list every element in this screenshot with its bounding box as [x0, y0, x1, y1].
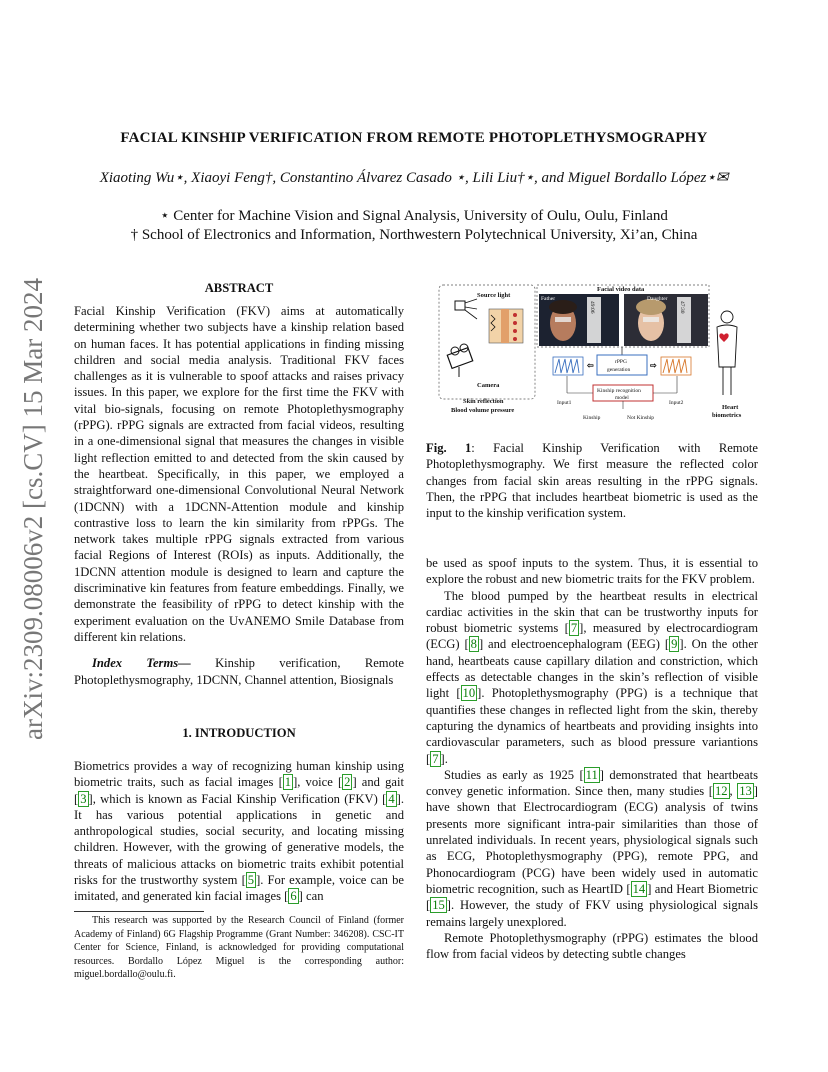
citation-link[interactable]: 9	[671, 637, 678, 652]
label-daughter: Daughter	[647, 296, 668, 302]
body-text: The blood pumped by the heartbeat results in electrical cardiac activities in the skin that can be trustworthy inputs for robust biometric systems	[426, 588, 758, 636]
rate-readout-father: 49:06	[589, 301, 595, 314]
paragraph-studies: Studies as early as 1925 [ 11 ] demonstrated that heartbeats convey genetic information. Since then, many studies [ 12 , 13 ] have shown that Electrocardiogram (ECG) analysis of twins presents more significant intra-pair similarities than those of unrelated individuals. In recent years, physiological signals such as ECG, Photoplethysmography (PPG), remote PPG, and Phonocardiogram (PCG) have been widely used in automatic biometric recognition, such as HeartID [ 14 ] and Heart Biometric [ 15 ]. However, the study of FKV using physiological signals remains largely unexplored.	[426, 767, 758, 929]
body-text: Studies as early as 1925	[444, 767, 580, 782]
citation-link[interactable]: 12	[714, 784, 728, 799]
citation-link[interactable]: 14	[632, 881, 646, 896]
citation-link[interactable]: 7	[570, 621, 578, 636]
body-text: . However, the study of FKV using physiological signals remains largely unexplored.	[426, 898, 758, 929]
label-father: Father	[541, 296, 556, 302]
citation-link[interactable]: 5	[247, 873, 255, 888]
citation-link[interactable]: 1	[284, 775, 292, 790]
body-text: and Heart Biometric	[651, 881, 758, 896]
label-heart: Heart	[722, 404, 739, 411]
citation-link[interactable]: 2	[344, 775, 351, 790]
body-text: .	[444, 751, 448, 766]
label-rppg-gen-2: generation	[607, 367, 631, 373]
footnote-text: This research was supported by the Research Council of Finland (former Academy of Finland) 6G Flagship Programme (Grant Number: 346208). CSC-IT Center for Science, Finland, is acknowledged for providing computational resources. Bordallo López Miguel is the corresponding author: miguel.bordallo@oulu.fi.	[74, 915, 404, 980]
right-column	[426, 555, 758, 962]
body-text: have shown that Electrocardiogram (ECG) analysis of twins presents more significant intra-pair similarities than those of unrelated individuals. In recent years, physiological signals such as ECG, Photoplethysmography (PPG), remote PPG, and Phonocardiogram (PCG) have been widely used in automatic biometric recognition, such as HeartID	[426, 800, 758, 896]
signal-input2	[663, 359, 687, 373]
intro-text: can	[302, 889, 324, 904]
footnote-rule	[74, 911, 204, 912]
figure-caption	[426, 440, 758, 521]
author-list: Xiaoting Wu⋆, Xiaoyi Feng†, Constantino Álvarez Casado ⋆, Lili Liu†⋆, and Miguel Bordallo López⋆✉	[99, 170, 729, 186]
intro-text: , voice	[297, 775, 338, 790]
label-skin-reflection: Skin reflection	[463, 398, 504, 405]
label-kin-model-2: model	[615, 395, 629, 401]
citation-link[interactable]: 4	[388, 791, 395, 806]
citation-link[interactable]: 13	[739, 784, 752, 799]
intro-heading: 1. INTRODUCTION	[182, 726, 296, 740]
label-kin-model-1: Kinship recognition	[597, 388, 641, 394]
rate-readout-daughter: 47:30	[679, 301, 685, 314]
abstract-body: Facial Kinship Verification (FKV) aims at automatically determining whether two subjects have a kinship relation based on human faces. It has potential applications in finding missing children and social media analysis. Traditional FKV faces challenges as it is vulnerable to spoof attacks and raises privacy issues. In this paper, we explore for the first time the FKV with vital bio-signals, focusing on remote Photoplethysmography (rPPG). rPPG signals are extracted from facial videos, resulting in a one-dimensional signal that measures the changes in visible light reflection emitted to and detected from the skin caused by the heartbeat. Specifically, in this paper, we employed a straightforward one-dimensional Convolutional Neural Network (1DCNN) with a 1DCNN-Attention module and kinship contrastive loss to learn the kin similarity from rPPGs. The network takes multiple rPPG signals extracted from various facial Regions of Interest (ROIs) as inputs. Additionally, the 1DCNN attention module is designed to learn and capture the discriminative kin features from feature embeddings. Finally, we demonstrate the feasibility of rPPG to detect kinship with the experiment evaluation on the UvANEMO Smile Database from different kin relations.	[74, 304, 404, 644]
signal-input1	[555, 359, 579, 373]
person-icon	[717, 311, 737, 395]
abstract-heading: ABSTRACT	[204, 281, 274, 295]
body-text: , measured by electrocardiogram (ECG)	[426, 621, 759, 652]
body-text: demonstrated that heartbeats convey genetic information. Since then, many studies	[426, 767, 758, 799]
paragraph-ppg: The blood pumped by the heartbeat results in electrical cardiac activities in the skin that can be trustworthy inputs for robust biometric systems [ 7 ], measured by electrocardiogram (ECG) [ 8 ] and electroencephalogram (EEG) [ 9 ]. On the other hand, heartbeats cause capillary dilation and constriction, which effects as detectable changes in the skin’s reflection of visible light [ 10 ]. Photoplethysmography (PPG) is a technique that quantifies these changes in reflected light from the skin, thereby capturing the dynamics of heartbeats and providing insights into cardiovascular parameters, such as blood pressure variantions [ 7 ].	[426, 588, 759, 766]
paragraph-rppg: Remote Photoplethysmography (rPPG) estimates the blood flow from facial videos by detecting subtle changes	[426, 930, 758, 962]
label-input1: Input1	[557, 400, 572, 406]
intro-text: . It has various potential applications in genetic and anthropological studies, social security, and locating missing children. However, with the growing of generative models, the threats of malicious attacks on biometric traits exhibit potential risks for the trustworthy system	[74, 791, 404, 888]
label-input2: Input2	[669, 400, 684, 406]
intro-text: Biometrics provides a way of recognizing human kinship using biometric traits, such as facial images	[74, 759, 404, 790]
kinship-rppg-diagram	[437, 283, 749, 421]
camera-icon	[447, 344, 472, 377]
citation-link[interactable]: 11	[585, 767, 598, 782]
index-terms-label: Index Terms—	[92, 656, 191, 671]
label-source-light: Source light	[477, 292, 511, 299]
body-text: . Photoplethysmography (PPG) is a technique that quantifies these changes in reflected light from the skin, thereby capturing the dynamics of heartbeats and providing insights into cardiovascular parameters, such as blood pressure variantions	[426, 686, 758, 750]
intro-text: . For example, voice can be imitated, and generated kin facial images	[74, 873, 404, 904]
index-terms	[74, 655, 404, 688]
citation-link[interactable]: 10	[462, 686, 476, 701]
figure-label: Fig. 1	[426, 441, 472, 455]
intro-text: and gait	[356, 775, 404, 790]
footnote	[74, 914, 404, 982]
abstract-text	[74, 303, 404, 688]
index-terms-list: Kinship verification, Remote Photoplethysmography, 1DCNN, Channel attention, Biosignals	[74, 656, 404, 687]
arxiv-stamp: arXiv:2309.08006v2 [cs.CV] 15 Mar 2024	[18, 278, 48, 740]
paper-title: FACIAL KINSHIP VERIFICATION FROM REMOTE PHOTOPLETHYSMOGRAPHY	[120, 130, 708, 146]
continuation-text: be used as spoof inputs to the system. Thus, it is essential to explore the robust and new biometric traits for the FKV problem.	[426, 556, 758, 587]
label-heart-biometrics: biometrics	[712, 412, 742, 419]
affiliation-2: † School of Electronics and Information, Northwestern Polytechnical University, Xi’an, China	[130, 227, 698, 243]
label-blood-volume: Blood volume pressure	[451, 407, 515, 414]
citation-link[interactable]: 3	[80, 791, 87, 806]
affiliation-1: ⋆ Center for Machine Vision and Signal Analysis, University of Oulu, Oulu, Finland	[160, 208, 668, 224]
svg-text:⇦: ⇦	[587, 361, 594, 370]
citation-link[interactable]: 15	[432, 898, 445, 913]
citation-link[interactable]: 6	[290, 889, 297, 904]
body-text: and electroencephalogram (EEG)	[483, 637, 665, 652]
label-camera: Camera	[477, 382, 500, 389]
svg-text:⇨: ⇨	[650, 361, 657, 370]
figure-1	[437, 283, 749, 421]
body-text: . On the other hand, heartbeats cause capillary dilation and constriction, which effects as detectable changes in the skin’s reflection of visible light	[426, 637, 758, 701]
citation-link[interactable]: 8	[470, 637, 477, 652]
skin-layer-icon	[489, 309, 523, 343]
heart-icon	[719, 333, 728, 342]
label-kinship: Kinship	[583, 415, 601, 421]
label-not-kinship: Not Kinship	[627, 415, 655, 421]
label-rppg-gen-1: rPPG	[615, 359, 627, 365]
intro-text: , which is known as Facial Kinship Verification (FKV)	[92, 791, 383, 806]
intro-paragraph: Biometrics provides a way of recognizing human kinship using biometric traits, such as facial images [ 1 ], voice [ 2 ] and gait [ 3 ], which is known as Facial Kinship Verification (FKV) [ 4 ]. It has various potential applications in genetic and anthropological studies, social security, and locating missing children. However, with the growing of generative models, the threats of malicious attacks on biometric traits exhibit potential risks for the trustworthy system [ 5 ]. For example, voice can be imitated, and generated kin facial images [ 6 ] can	[74, 759, 404, 904]
label-facial-video: Facial video data	[597, 286, 645, 293]
body-text: ,	[729, 784, 738, 799]
citation-link[interactable]: 7	[432, 751, 439, 766]
figure-caption-text: : Facial Kinship Verification with Remote Photoplethysmography. We first measure the reflected color changes from facial skin areas resulting in the rPPG signals. Then, the rPPG that includes heartbeat biometric is used as the input to the kinship verification system.	[426, 441, 758, 521]
lamp-icon	[455, 299, 477, 319]
